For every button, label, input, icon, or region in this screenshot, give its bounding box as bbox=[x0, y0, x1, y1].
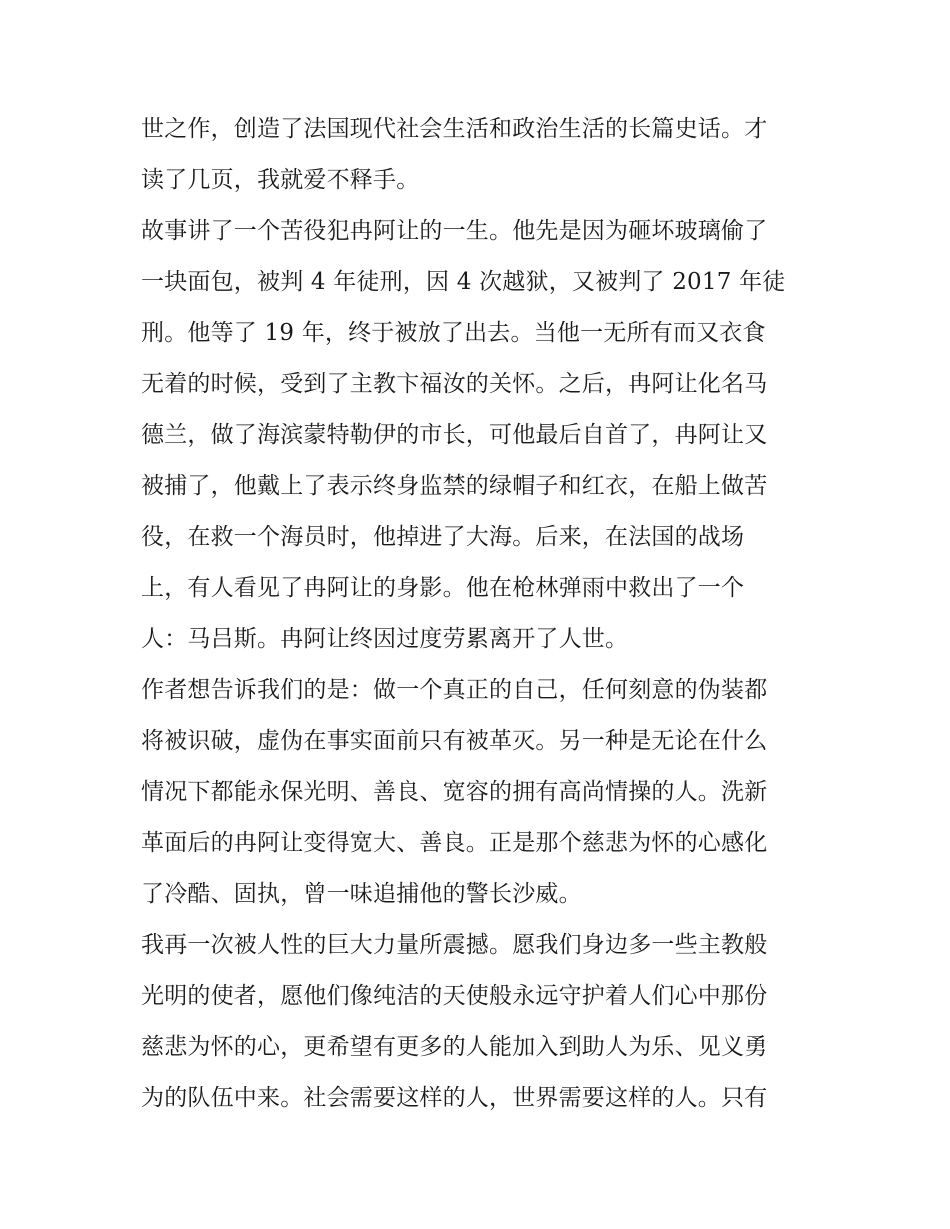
text-line: 刑。他等了 19 年，终于被放了出去。当他一无所有而又衣食 bbox=[141, 320, 766, 346]
text-line: 光明的使者，愿他们像纯洁的天使般永远守护着人们心中那份 bbox=[141, 983, 768, 1009]
text-line: 将被识破，虚伪在事实面前只有被革灭。另一种是无论在什么 bbox=[141, 728, 768, 754]
paragraph-reflection bbox=[141, 920, 850, 1124]
paragraph-intro bbox=[141, 104, 850, 206]
text-line: 被捕了，他戴上了表示终身监禁的绿帽子和红衣，在船上做苦 bbox=[141, 473, 768, 499]
paragraph-message bbox=[141, 665, 850, 920]
text-line: 德兰，做了海滨蒙特勒伊的市长，可他最后自首了，冉阿让又 bbox=[141, 422, 768, 448]
text-line: 情况下都能永保光明、善良、宽容的拥有高尚情操的人。洗新 bbox=[141, 779, 768, 805]
text-line: 一块面包，被判 4 年徒刑，因 4 次越狱，又被判了 2017 年徒 bbox=[141, 269, 786, 295]
text-line: 我再一次被人性的巨大力量所震撼。愿我们身边多一些主教般 bbox=[141, 932, 768, 958]
text-line: 革面后的冉阿让变得宽大、善良。正是那个慈悲为怀的心感化 bbox=[141, 830, 768, 856]
text-line: 读了几页，我就爱不释手。 bbox=[141, 167, 420, 193]
text-line: 为的队伍中来。社会需要这样的人，世界需要这样的人。只有 bbox=[141, 1085, 768, 1111]
text-line: 世之作，创造了法国现代社会生活和政治生活的长篇史话。才 bbox=[141, 116, 768, 142]
text-line: 上，有人看见了冉阿让的身影。他在枪林弹雨中救出了一个 bbox=[141, 575, 745, 601]
text-line: 作者想告诉我们的是：做一个真正的自己，任何刻意的伪装都 bbox=[141, 677, 768, 703]
text-line: 役，在救一个海员时，他掉进了大海。后来，在法国的战场 bbox=[141, 524, 745, 550]
text-line: 人：马吕斯。冉阿让终因过度劳累离开了人世。 bbox=[141, 626, 629, 652]
text-line: 慈悲为怀的心，更希望有更多的人能加入到助人为乐、见义勇 bbox=[141, 1034, 768, 1060]
text-line: 故事讲了一个苦役犯冉阿让的一生。他先是因为砸坏玻璃偷了 bbox=[141, 218, 768, 244]
text-line: 无着的时候，受到了主教卞福汝的关怀。之后，冉阿让化名马 bbox=[141, 371, 768, 397]
paragraph-story bbox=[141, 206, 850, 665]
text-line: 了冷酷、固执，曾一味追捕他的警长沙威。 bbox=[141, 881, 582, 907]
